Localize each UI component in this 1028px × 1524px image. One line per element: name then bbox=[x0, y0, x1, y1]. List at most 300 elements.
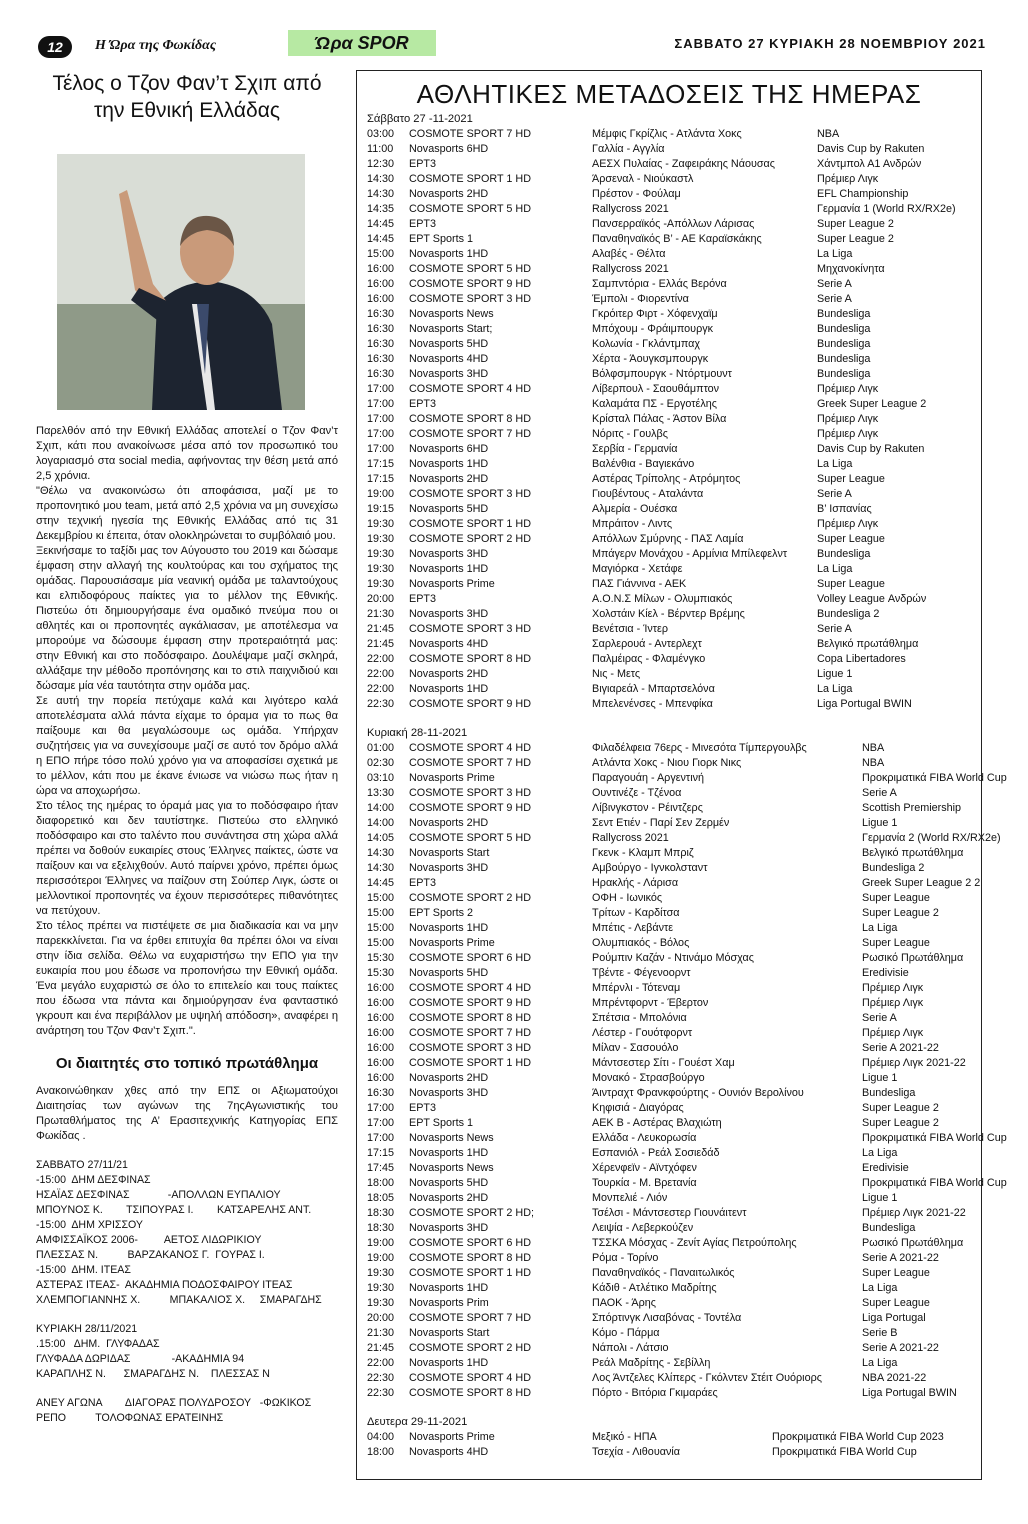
article-paragraph: "Θέλω να ανακοινώσω ότι αποφάσισα, μαζί με το προπονητικό μου team, μετά από 2,5 χρόνια να μη συνεχίσω στην τεχνική ηγεσία της Εθνικής Ελλάδας από τις 31 Δεκεμβρίου κι έπειτα, όταν ολοκληρώνεται το συμβόλαιό μου. bbox=[36, 485, 338, 542]
broadcast-channel: COSMOTE SPORT 3 HD bbox=[409, 787, 531, 799]
referees-line: ΧΛΕΜΠΟΓΙΑΝΝΗΣ Χ. ΜΠΑΚΑΛΙΟΣ Χ. ΣΜΑΡΑΓΔΗΣ bbox=[36, 1294, 322, 1306]
broadcast-time: 14:30 bbox=[367, 847, 395, 859]
schedule-row bbox=[357, 127, 981, 142]
broadcast-competition: Ligue 1 bbox=[862, 1072, 898, 1084]
schedule-row bbox=[357, 1221, 981, 1236]
broadcast-competition: Liga Portugal BWIN bbox=[817, 698, 912, 710]
broadcast-time: 14:45 bbox=[367, 877, 395, 889]
broadcast-competition: Ρωσικό Πρωτάθλημα bbox=[862, 952, 964, 964]
article-paragraph: Στο τέλος πρέπει να πιστέψετε σε μια διαδικασία και να μην παρεκκλίνεται. Για να έρθει επιτυχία θα πρέπει όλοι να είναι στην ίδια σελίδα. Θέλω να ευχαριστήσω την ΕΠΟ για την ευκαιρία που μου έδωσε να προπονήσω την Εθνική ομάδα. Ένα μεγάλο ευχαριστώ σε όλο το επιτελείο και τους παίκτες που έδωσα ντα πάντα και δημιούργησαν ένα φανταστικό γκρουπ και ένα περιβάλλον με υψηλή απόδοση», αναφέρει η ανάρτηση του Τζον Φαν’τ Σχιπ.". bbox=[36, 920, 338, 1037]
schedule-row bbox=[357, 891, 981, 906]
broadcast-match: Μαγιόρκα - Χετάφε bbox=[592, 563, 683, 575]
broadcast-time: 17:00 bbox=[367, 398, 395, 410]
page-header bbox=[0, 28, 1028, 62]
broadcast-match: Κάδιθ - Ατλέτικο Μαδρίτης bbox=[592, 1282, 717, 1294]
broadcast-match: ΟΦΗ - Ιωνικός bbox=[592, 892, 663, 904]
schedule-row bbox=[357, 951, 981, 966]
referees-intro: Ανακοινώθηκαν χθες από την ΕΠΣ οι Αξιωματούχοι Διαιτησίας των αγώνων της 7ηςΑγωνιστικής του Πρωταθλήματος της Α’ Ερασιτεχνικής Κατηγορίας ΕΠΣ Φωκίδας . bbox=[36, 1085, 338, 1142]
broadcast-channel: Novasports 2HD bbox=[409, 817, 489, 829]
schedule-row bbox=[357, 322, 981, 337]
broadcast-channel: Novasports Prim bbox=[409, 1297, 489, 1309]
broadcast-time: 22:30 bbox=[367, 1387, 395, 1399]
broadcast-competition: Serie A bbox=[862, 787, 897, 799]
broadcast-match: Σαμπντόρια - Ελλάς Βερόνα bbox=[592, 278, 727, 290]
broadcast-channel: Novasports 1HD bbox=[409, 922, 489, 934]
broadcast-channel: Novasports 4HD bbox=[409, 353, 489, 365]
broadcast-channel: COSMOTE SPORT 8 HD bbox=[409, 413, 531, 425]
schedule-row bbox=[357, 532, 981, 547]
broadcast-channel: COSMOTE SPORT 2 HD bbox=[409, 533, 531, 545]
broadcast-channel: Novasports Start bbox=[409, 847, 490, 859]
broadcast-channel: Novasports News bbox=[409, 1132, 494, 1144]
broadcast-competition: Bundesliga bbox=[862, 1087, 916, 1099]
broadcast-match: Γιουβέντους - Αταλάντα bbox=[592, 488, 704, 500]
article-headline: Τέλος ο Τζον Φαν’τ Σχιπ από την Εθνική Ελλάδας bbox=[52, 72, 322, 122]
schedule-row bbox=[357, 577, 981, 592]
broadcast-channel: ΕΡΤ3 bbox=[409, 158, 437, 170]
broadcast-match: Αστέρας Τρίπολης - Ατρόμητος bbox=[592, 473, 741, 485]
tv-schedule-box bbox=[356, 70, 1007, 1480]
referees-day-heading: ΚΥΡΙΑΚΗ 28/11/2021 bbox=[36, 1323, 138, 1335]
broadcast-competition: NBA bbox=[862, 742, 885, 754]
broadcast-match: Πρέστον - Φούλαμ bbox=[592, 188, 681, 200]
broadcast-channel: Novasports Prime bbox=[409, 578, 495, 590]
schedule-row bbox=[357, 1296, 981, 1311]
broadcast-match: Μπράιτον - Λιντς bbox=[592, 518, 673, 530]
schedule-day-label: Δευτερα 29-11-2021 bbox=[367, 1416, 468, 1428]
broadcast-match: Νις - Μετς bbox=[592, 668, 641, 680]
broadcast-time: 18:00 bbox=[367, 1177, 395, 1189]
broadcast-competition: Bundesliga bbox=[817, 308, 871, 320]
broadcast-time: 16:30 bbox=[367, 338, 395, 350]
broadcast-competition: Copa Libertadores bbox=[817, 653, 906, 665]
broadcast-time: 19:30 bbox=[367, 1267, 395, 1279]
broadcast-time: 22:30 bbox=[367, 698, 395, 710]
broadcast-channel: COSMOTE SPORT 7 HD bbox=[409, 128, 531, 140]
broadcast-competition: La Liga bbox=[862, 922, 898, 934]
broadcast-time: 17:00 bbox=[367, 413, 395, 425]
paper-name: Η Ώρα της Φωκίδας bbox=[95, 38, 217, 53]
broadcast-time: 11:00 bbox=[367, 143, 394, 155]
broadcast-match: Λίβερπουλ - Σαουθάμπτον bbox=[592, 383, 720, 395]
broadcast-channel: Novasports 1HD bbox=[409, 1282, 489, 1294]
schedule-row bbox=[357, 517, 981, 532]
broadcast-match: Βιγιαρεάλ - Μπαρτσελόνα bbox=[592, 683, 715, 695]
schedule-row bbox=[357, 262, 981, 277]
broadcast-channel: ΕΡΤ Sports 2 bbox=[409, 907, 474, 919]
broadcast-time: 03:10 bbox=[367, 772, 395, 784]
broadcast-channel: COSMOTE SPORT 7 HD bbox=[409, 1312, 531, 1324]
broadcast-competition: Προκριματικά FIBA World Cup bbox=[772, 1446, 917, 1458]
schedule-row bbox=[357, 936, 981, 951]
broadcast-channel: Novasports 2HD bbox=[409, 1072, 489, 1084]
broadcast-competition: Super League bbox=[817, 473, 885, 485]
broadcast-competition: La Liga bbox=[817, 563, 853, 575]
broadcast-match: ΑΕΚ Β - Αστέρας Βλαχιώτη bbox=[592, 1117, 722, 1129]
schedule-row bbox=[357, 637, 981, 652]
broadcast-competition: EFL Championship bbox=[817, 188, 909, 200]
schedule-row bbox=[357, 1026, 981, 1041]
broadcast-competition: Bundesliga bbox=[817, 368, 871, 380]
schedule-row bbox=[357, 1251, 981, 1266]
broadcast-competition: Scottish Premiership bbox=[862, 802, 962, 814]
schedule-row bbox=[357, 1071, 981, 1086]
schedule-row bbox=[357, 1041, 981, 1056]
broadcast-time: 16:30 bbox=[367, 1087, 395, 1099]
schedule-row bbox=[357, 1056, 981, 1071]
broadcast-match: Άιντραχτ Φρανκφούρτης - Ουνιόν Βερολίνου bbox=[592, 1087, 804, 1099]
broadcast-match: Πανσερραϊκός -Απόλλων Λάρισας bbox=[592, 218, 755, 230]
broadcast-channel: COSMOTE SPORT 3 HD bbox=[409, 488, 531, 500]
schedule-row bbox=[357, 1011, 981, 1026]
broadcast-match: Σερβία - Γερμανία bbox=[592, 443, 678, 455]
broadcast-match: Ολυμπιακός - Βόλος bbox=[592, 937, 690, 949]
schedule-row bbox=[357, 292, 981, 307]
broadcast-channel: COSMOTE SPORT 1 HD bbox=[409, 173, 531, 185]
schedule-row bbox=[357, 756, 981, 771]
broadcast-match: Κολωνία - Γκλάντμπαχ bbox=[592, 338, 701, 350]
broadcast-time: 02:30 bbox=[367, 757, 395, 769]
broadcast-match: Χέρτα - Άουγκσμπουργκ bbox=[592, 353, 709, 365]
broadcast-channel: Novasports 3HD bbox=[409, 862, 489, 874]
broadcast-match: Σαρλερουά - Αντερλεχτ bbox=[592, 638, 702, 650]
broadcast-competition: Super League 2 bbox=[862, 1102, 939, 1114]
broadcast-competition: NBA 2021-22 bbox=[862, 1372, 927, 1384]
schedule-table bbox=[357, 1430, 981, 1460]
broadcast-time: 16:00 bbox=[367, 263, 395, 275]
broadcast-time: 17:15 bbox=[367, 458, 395, 470]
referees-line: .15:00 ΔΗΜ. ΓΛΥΦΑΔΑΣ bbox=[36, 1338, 160, 1350]
broadcast-channel: Novasports Prime bbox=[409, 1431, 495, 1443]
broadcast-time: 19:15 bbox=[367, 503, 395, 515]
broadcast-competition: Bundesliga 2 bbox=[862, 862, 925, 874]
broadcast-channel: Novasports Prime bbox=[409, 772, 495, 784]
referees-line: ΡΕΠΟ ΤΟΛΟΦΩΝΑΣ ΕΡΑΤΕΙΝΗΣ bbox=[36, 1412, 224, 1424]
broadcast-time: 15:00 bbox=[367, 937, 395, 949]
broadcast-match: Ατλάντα Χοκς - Νιου Γιορκ Νικς bbox=[592, 757, 742, 769]
referees-line: ΑΣΤΕΡΑΣ ΙΤΕΑΣ- ΑΚΑΔΗΜΙΑ ΠΟΔΟΣΦΑΙΡΟΥ ΙΤΕΑΣ bbox=[36, 1279, 293, 1291]
broadcast-match: Ηρακλής - Λάρισα bbox=[592, 877, 679, 889]
broadcast-time: 21:45 bbox=[367, 623, 395, 635]
referees-day-heading: ΣΑΒΒΑΤΟ 27/11/21 bbox=[36, 1159, 128, 1171]
broadcast-match: Μπρέντφορντ - Έβερτον bbox=[592, 997, 709, 1009]
broadcast-channel: Novasports 2HD bbox=[409, 188, 489, 200]
schedule-row bbox=[357, 921, 981, 936]
broadcast-time: 16:00 bbox=[367, 982, 395, 994]
broadcast-competition: Bundesliga bbox=[817, 353, 871, 365]
referees-sunday bbox=[36, 1322, 338, 1382]
broadcast-competition: Liga Portugal bbox=[862, 1312, 926, 1324]
broadcast-channel: COSMOTE SPORT 9 HD bbox=[409, 698, 531, 710]
schedule-row bbox=[357, 547, 981, 562]
referees-line: ΓΛΥΦΑΔΑ ΔΩΡΙΔΑΣ -ΑΚΑΔΗΜΙΑ 94 bbox=[36, 1353, 245, 1365]
broadcast-time: 19:30 bbox=[367, 533, 395, 545]
broadcast-competition: Πρέμιερ Λιγκ bbox=[862, 1027, 924, 1039]
broadcast-channel: COSMOTE SPORT 1 HD bbox=[409, 1267, 531, 1279]
broadcast-channel: Novasports 2HD bbox=[409, 1192, 489, 1204]
broadcast-time: 17:00 bbox=[367, 428, 395, 440]
schedule-row bbox=[357, 277, 981, 292]
schedule-row bbox=[357, 217, 981, 232]
broadcast-competition: Πρέμιερ Λιγκ bbox=[817, 173, 879, 185]
broadcast-match: Παλμέιρας - Φλαμένγκο bbox=[592, 653, 706, 665]
broadcast-match: Τουρκία - Μ. Βρετανία bbox=[592, 1177, 697, 1189]
broadcast-channel: COSMOTE SPORT 5 HD bbox=[409, 263, 531, 275]
broadcast-time: 14:00 bbox=[367, 817, 395, 829]
broadcast-channel: Novasports News bbox=[409, 308, 494, 320]
schedule-row bbox=[357, 786, 981, 801]
schedule-row bbox=[357, 142, 981, 157]
schedule-row bbox=[357, 1445, 981, 1460]
broadcast-time: 15:30 bbox=[367, 952, 395, 964]
broadcast-match: Μπάγερν Μονάχου - Αρμίνια Μπίλεφελντ bbox=[592, 548, 788, 560]
broadcast-channel: ΕΡΤ Sports 1 bbox=[409, 1117, 474, 1129]
broadcast-channel: Novasports 4HD bbox=[409, 638, 489, 650]
broadcast-time: 21:45 bbox=[367, 1342, 395, 1354]
broadcast-match: Χολστάιν Κίελ - Βέρντερ Βρέμης bbox=[592, 608, 745, 620]
broadcast-time: 16:00 bbox=[367, 997, 395, 1009]
broadcast-match: Rallycross 2021 bbox=[592, 832, 669, 844]
broadcast-time: 15:00 bbox=[367, 922, 395, 934]
broadcast-time: 15:00 bbox=[367, 248, 395, 260]
broadcast-match: Χέρενφεϊν - Αϊντχόφεν bbox=[592, 1162, 697, 1174]
broadcast-time: 15:30 bbox=[367, 967, 395, 979]
broadcast-match: Μονπελιέ - Λιόν bbox=[592, 1192, 668, 1204]
broadcast-channel: Novasports 6HD bbox=[409, 443, 489, 455]
schedule-row bbox=[357, 861, 981, 876]
broadcast-match: Ρεάλ Μαδρίτης - Σεβίλλη bbox=[592, 1357, 711, 1369]
broadcast-time: 14:30 bbox=[367, 173, 395, 185]
broadcast-match: Τρίτων - Καρδίτσα bbox=[592, 907, 680, 919]
schedule-row bbox=[357, 1281, 981, 1296]
article-paragraph: Ξεκινήσαμε το ταξίδι μας τον Αύγουστο του 2019 και δώσαμε έμφαση στην αλλαγή της κουλτούρας και του σχήματος της ομάδας. Παρουσιάσαμε μία νεανική ομάδα με ταλαντούχους και ελπιδοφόρους παίκτες για το μέλλον της Εθνικής. Πιστεύω ότι δημιουργήσαμε ένα ομαδικό πνεύμα που οι αθλητές και οι προπονητές αγκάλιασαν, με αποτέλεσμα να μπορούμε να δώσουμε έμφαση στην προτεραιότητά μας: στην Εθνική και στο ποδόσφαιρο. Δουλέψαμε μαζί σκληρά, αλλάξαμε την μέθοδο προπόνησης και το στιλ παιχνιδιού και δώσαμε μία νέα ταυτότητα στην ομάδα μας. bbox=[36, 545, 338, 692]
schedule-row bbox=[357, 382, 981, 397]
broadcast-competition: Super League bbox=[862, 1267, 930, 1279]
broadcast-time: 18:30 bbox=[367, 1207, 395, 1219]
broadcast-competition: Bundesliga bbox=[817, 338, 871, 350]
referees-footer bbox=[36, 1396, 338, 1426]
referees-line: ΑΝΕΥ ΑΓΩΝΑ ΔΙΑΓΟΡΑΣ ΠΟΛΥΔΡΟΣΟΥ -ΦΩΚΙΚΟΣ bbox=[36, 1397, 312, 1409]
broadcast-time: 20:00 bbox=[367, 1312, 395, 1324]
schedule-row bbox=[357, 172, 981, 187]
referees-line: -15:00 ΔΗΜ ΧΡΙΣΣΟΥ bbox=[36, 1219, 143, 1231]
schedule-row bbox=[357, 1236, 981, 1251]
broadcast-match: Μίλαν - Σασουόλο bbox=[592, 1042, 679, 1054]
broadcast-competition: Super League bbox=[862, 1297, 930, 1309]
broadcast-time: 01:00 bbox=[367, 742, 395, 754]
broadcast-match: Γκρόιτερ Φιρτ - Χόφενχαϊμ bbox=[592, 308, 718, 320]
broadcast-time: 16:30 bbox=[367, 323, 395, 335]
broadcast-match: Λέστερ - Γουότφορντ bbox=[592, 1027, 693, 1039]
broadcast-competition: Greek Super League 2 bbox=[817, 398, 927, 410]
broadcast-match: Μέμφις Γκρίζλις - Ατλάντα Χοκς bbox=[592, 128, 742, 140]
broadcast-time: 15:00 bbox=[367, 892, 395, 904]
broadcast-match: Γκενκ - Κλαμπ Μπριζ bbox=[592, 847, 694, 859]
broadcast-channel: COSMOTE SPORT 3 HD bbox=[409, 293, 531, 305]
broadcast-time: 17:00 bbox=[367, 443, 395, 455]
broadcast-channel: COSMOTE SPORT 8 HD bbox=[409, 1012, 531, 1024]
schedule-row bbox=[357, 816, 981, 831]
broadcast-competition: Super League 2 bbox=[817, 218, 894, 230]
schedule-row bbox=[357, 1101, 981, 1116]
schedule-row bbox=[357, 1311, 981, 1326]
broadcast-competition: Γερμανία 1 (World RX/RX2e) bbox=[817, 203, 956, 215]
broadcast-channel: COSMOTE SPORT 7 HD bbox=[409, 757, 531, 769]
referees-headline: Οι διαιτητές στο τοπικό πρωτάθλημα bbox=[55, 1055, 319, 1072]
broadcast-channel: COSMOTE SPORT 2 HD; bbox=[409, 1207, 534, 1219]
broadcast-channel: Novasports 2HD bbox=[409, 473, 489, 485]
broadcast-competition: Greek Super League 2 2 bbox=[862, 877, 981, 889]
broadcast-channel: COSMOTE SPORT 9 HD bbox=[409, 278, 531, 290]
broadcast-channel: Novasports 1HD bbox=[409, 458, 489, 470]
broadcast-channel: Novasports 3HD bbox=[409, 608, 489, 620]
broadcast-time: 19:30 bbox=[367, 518, 395, 530]
broadcast-match: Σεντ Ετιέν - Παρί Σεν Ζερμέν bbox=[592, 817, 730, 829]
schedule-row bbox=[357, 337, 981, 352]
broadcast-competition: Ρωσικό Πρωτάθλημα bbox=[862, 1237, 964, 1249]
broadcast-competition: Serie A bbox=[817, 293, 852, 305]
broadcast-competition: Super League bbox=[862, 892, 930, 904]
schedule-row bbox=[357, 1176, 1007, 1191]
broadcast-competition: Serie B bbox=[862, 1327, 898, 1339]
broadcast-match: Έμπολι - Φιορεντίνα bbox=[592, 293, 689, 305]
broadcast-competition: Γερμανία 2 (World RX/RX2e) bbox=[862, 832, 1001, 844]
schedule-row bbox=[357, 472, 981, 487]
broadcast-competition: Bundesliga bbox=[817, 548, 871, 560]
broadcast-time: 17:45 bbox=[367, 1162, 395, 1174]
broadcast-match: Μπόχουμ - Φράιμπουργκ bbox=[592, 323, 714, 335]
broadcast-channel: COSMOTE SPORT 5 HD bbox=[409, 832, 531, 844]
broadcast-match: Σπέτσια - Μπολόνια bbox=[592, 1012, 687, 1024]
broadcast-match: Αμβούργο - Ιγνκολσταντ bbox=[592, 862, 708, 874]
schedule-row bbox=[357, 607, 981, 622]
broadcast-match: Ουντινέζε - Τζένοα bbox=[592, 787, 682, 799]
broadcast-competition: Bundesliga bbox=[817, 323, 871, 335]
broadcast-competition: La Liga bbox=[817, 248, 853, 260]
schedule-row bbox=[357, 1146, 981, 1161]
broadcast-time: 13:30 bbox=[367, 787, 395, 799]
broadcast-match: Rallycross 2021 bbox=[592, 263, 669, 275]
schedule-row bbox=[357, 457, 981, 472]
broadcast-match: Μεξικό - ΗΠΑ bbox=[592, 1431, 657, 1443]
broadcast-channel: Novasports 1HD bbox=[409, 1147, 489, 1159]
referees-line: -15:00 ΔΗΜ ΔΕΣΦΙΝΑΣ bbox=[36, 1174, 151, 1186]
referees-line: ΠΛΕΣΣΑΣ Ν. ΒΑΡΖΑΚΑΝΟΣ Γ. ΓΟΥΡΑΣ Ι. bbox=[36, 1249, 265, 1261]
broadcast-channel: COSMOTE SPORT 4 HD bbox=[409, 742, 531, 754]
broadcast-match: Κόμο - Πάρμα bbox=[592, 1327, 660, 1339]
page-number: 12 bbox=[38, 36, 72, 58]
broadcast-time: 16:00 bbox=[367, 278, 395, 290]
broadcast-time: 19:30 bbox=[367, 563, 395, 575]
broadcast-time: 19:00 bbox=[367, 1237, 395, 1249]
referees-line: ΚΑΡΑΠΛΗΣ Ν. ΣΜΑΡΑΓΔΗΣ Ν. ΠΛΕΣΣΑΣ Ν bbox=[36, 1368, 270, 1380]
broadcast-match: Απόλλων Σμύρνης - ΠΑΣ Λαμία bbox=[592, 533, 744, 545]
schedule-row bbox=[357, 1131, 1007, 1146]
broadcast-competition: Serie A 2021-22 bbox=[862, 1342, 939, 1354]
article-column bbox=[36, 70, 338, 1426]
broadcast-competition: Serie A bbox=[817, 278, 852, 290]
broadcast-competition: Bundesliga bbox=[862, 1222, 916, 1234]
broadcast-competition: Super League 2 bbox=[862, 907, 939, 919]
broadcast-match: Παραγουάη - Αργεντινή bbox=[592, 772, 704, 784]
broadcast-match: Άρσεναλ - Νιούκαστλ bbox=[592, 173, 694, 185]
schedule-row bbox=[357, 771, 1007, 786]
broadcast-time: 04:00 bbox=[367, 1431, 395, 1443]
broadcast-match: Τσεχία - Λιθουανία bbox=[592, 1446, 680, 1458]
broadcast-time: 14:05 bbox=[367, 832, 395, 844]
schedule-row bbox=[357, 502, 981, 517]
broadcast-match: Πόρτο - Βιτόρια Γκιμαράες bbox=[592, 1387, 718, 1399]
issue-date: ΣΑΒΒΑΤΟ 27 ΚΥΡΙΑΚΗ 28 ΝΟΕΜΒΡΙΟΥ 2021 bbox=[674, 36, 986, 51]
broadcast-match: Εσπανιόλ - Ρεάλ Σοσιεδάδ bbox=[592, 1147, 720, 1159]
broadcast-competition: Βελγικό πρωτάθλημα bbox=[862, 847, 964, 859]
broadcast-channel: COSMOTE SPORT 8 HD bbox=[409, 1252, 531, 1264]
referees-saturday bbox=[36, 1158, 338, 1308]
broadcast-competition: La Liga bbox=[862, 1147, 898, 1159]
broadcast-competition: Serie A bbox=[817, 623, 852, 635]
broadcast-competition: La Liga bbox=[862, 1282, 898, 1294]
broadcast-competition: Davis Cup by Rakuten bbox=[817, 143, 925, 155]
broadcast-channel: COSMOTE SPORT 2 HD bbox=[409, 1342, 531, 1354]
broadcast-competition: Προκριματικά FIBA World Cup bbox=[862, 1132, 1007, 1144]
broadcast-time: 14:35 bbox=[367, 203, 395, 215]
broadcast-competition: Super League bbox=[817, 533, 885, 545]
schedule-row bbox=[357, 996, 981, 1011]
schedule-table bbox=[357, 741, 1007, 1401]
broadcast-time: 21:45 bbox=[367, 638, 395, 650]
broadcast-time: 16:00 bbox=[367, 293, 395, 305]
broadcast-channel: Novasports 1HD bbox=[409, 563, 489, 575]
broadcast-time: 19:30 bbox=[367, 578, 395, 590]
broadcast-competition: NBA bbox=[817, 128, 840, 140]
broadcast-competition: Πρέμιερ Λιγκ bbox=[862, 982, 924, 994]
broadcast-channel: Novasports 2HD bbox=[409, 668, 489, 680]
broadcast-channel: ΕΡΤ Sports 1 bbox=[409, 233, 474, 245]
broadcast-match: Α.Ο.Ν.Σ Μίλων - Ολυμπιακός bbox=[592, 593, 733, 605]
broadcast-match: Τσέλσι - Μάντσεστερ Γιουνάιτεντ bbox=[592, 1207, 747, 1219]
broadcast-competition: Super League 2 bbox=[862, 1117, 939, 1129]
broadcast-channel: COSMOTE SPORT 7 HD bbox=[409, 428, 531, 440]
broadcast-channel: COSMOTE SPORT 3 HD bbox=[409, 1042, 531, 1054]
broadcast-competition: La Liga bbox=[817, 458, 853, 470]
broadcast-match: Σπόρτινγκ Λισαβόνας - Τοντέλα bbox=[592, 1312, 742, 1324]
broadcast-channel: Novasports News bbox=[409, 1162, 494, 1174]
schedule-row bbox=[357, 307, 981, 322]
broadcast-competition: Πρέμιερ Λιγκ bbox=[817, 518, 879, 530]
broadcast-match: Νόριτς - Γουλβς bbox=[592, 428, 668, 440]
schedule-row bbox=[357, 427, 981, 442]
broadcast-time: 14:00 bbox=[367, 802, 395, 814]
schedule-row bbox=[357, 697, 981, 712]
broadcast-channel: COSMOTE SPORT 5 HD bbox=[409, 203, 531, 215]
broadcast-competition: Πρέμιερ Λιγκ 2021-22 bbox=[862, 1207, 966, 1219]
schedule-row bbox=[357, 876, 981, 891]
broadcast-channel: Novasports 5HD bbox=[409, 967, 489, 979]
schedule-row bbox=[357, 652, 981, 667]
broadcast-channel: COSMOTE SPORT 9 HD bbox=[409, 802, 531, 814]
schedule-row bbox=[357, 846, 981, 861]
schedule-day-label: Κυριακή 28-11-2021 bbox=[367, 727, 468, 739]
broadcast-match: Φιλαδέλφεια 76ερς - Μινεσότα Τίμπεργουλβς bbox=[592, 742, 807, 754]
broadcast-competition: Πρέμιερ Λιγκ bbox=[817, 428, 879, 440]
broadcast-channel: COSMOTE SPORT 4 HD bbox=[409, 982, 531, 994]
schedule-row bbox=[357, 1386, 981, 1401]
broadcast-match: Καλαμάτα ΠΣ - Εργοτέλης bbox=[592, 398, 717, 410]
broadcast-time: 16:00 bbox=[367, 1042, 395, 1054]
schedule-row bbox=[357, 1430, 981, 1445]
broadcast-time: 16:00 bbox=[367, 1012, 395, 1024]
broadcast-channel: COSMOTE SPORT 1 HD bbox=[409, 518, 531, 530]
